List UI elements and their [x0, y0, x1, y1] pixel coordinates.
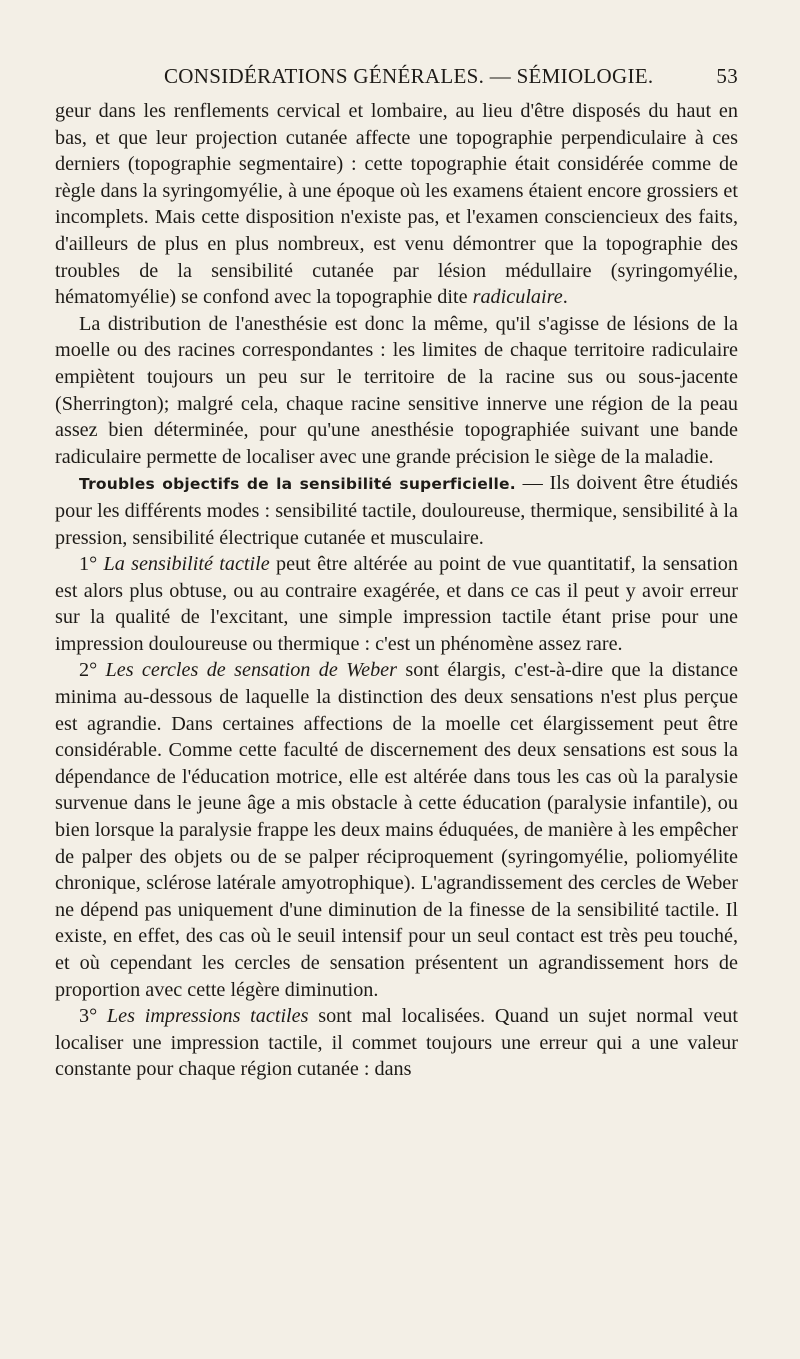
paragraph-objective-troubles	[55, 470, 738, 551]
italic-term: radiculaire	[472, 286, 563, 309]
italic-term: La sensibilité tactile	[103, 553, 270, 576]
punctuation: .	[562, 286, 568, 309]
italic-term: Les cercles de sensation de Weber	[105, 659, 397, 682]
paragraph-weber-circles	[55, 657, 738, 1003]
paragraph-text: peut être altérée au point de vue quantitatif, la sensation est alors plus obtuse, ou au contraire exagérée, et dans ce cas il peut y avoir erreur sur la qualité de l'excitant, une simple impression tactile étant prise pour une impression douloureuse ou thermique : c'est un phénomène assez rare.	[55, 553, 738, 655]
paragraph-text: sont élargis, c'est-à-dire que la distance minima au-dessous de laquelle la distinction des deux sensations n'est plus perçue est agrandie. Dans certaines affections de la moelle cet élargissement peut être considérable. Comme cette faculté de discernement des deux sensations est sous la dépendance de l'éducation motrice, elle est altérée dans tous les cas où la paralysie survenue dans le jeune âge a mis obstacle à cette éducation (paralysie infantile), ou bien lorsque la paralysie frappe les deux mains éduquées, de manière à les empêcher de palper des objets ou de se palper réciproquement (syringomyélie, poliomyélite chronique, sclérose latérale amyotrophique). L'agrandissement des cercles de Weber ne dépend pas uniquement d'une diminution de la finesse de la sensibilité tactile. Il existe, en effet, des cas où le seuil intensif pour un seul contact est très peu touché, et où cependant les cercles de sensation présentent un agrandissement hors de proportion avec cette légère diminution.	[55, 659, 738, 1001]
paragraph-anesthesia-distribution: La distribution de l'anesthésie est donc la même, qu'il s'agisse de lésions de la moelle ou des racines correspondantes : les limites de chaque territoire radiculaire empiètent toujours un peu sur le territoire de la racine sus ou sous-jacente (Sherrington); malgré cela, chaque racine sensitive innerve une région de la peau assez bien déterminée, pour qu'une anesthésie topographiée suivant une bande radiculaire permette de localiser avec une grande précision le siège de la maladie.	[55, 312, 738, 468]
italic-term: Les impressions tactiles	[106, 1005, 309, 1028]
page-number: 53	[716, 64, 738, 88]
body-text	[55, 98, 738, 1083]
paragraph-tactile-impressions	[55, 1003, 738, 1083]
paragraph-tactile-sensibility	[55, 551, 738, 657]
running-header	[55, 64, 738, 98]
item-number: 1°	[79, 553, 104, 576]
paragraph-text: sont mal localisées. Quand un sujet normal veut localiser une impression tactile, il commet toujours une erreur qui a une valeur constante pour chaque région cutanée : dans	[55, 1005, 738, 1081]
item-number: 2°	[79, 659, 106, 682]
paragraph-continuation	[55, 98, 738, 311]
section-heading: Troubles objectifs de la sensibilité superficielle.	[79, 475, 516, 494]
item-number: 3°	[79, 1005, 107, 1028]
paragraph-text: geur dans les renflements cervical et lombaire, au lieu d'être disposés du haut en bas, et que leur projection cutanée affecte une topographie perpendiculaire à ces derniers (topographie segmentaire) : cette topographie était considérée comme de règle dans la syringomyélie, à une époque où les examens étaient encore grossiers et incomplets. Mais cette disposition n'existe pas, et l'examen consciencieux des faits, d'ailleurs de plus en plus nombreux, est venu démontrer que la topographie des troubles de la sensibilité cutanée par lésion médullaire (syringomyélie, hématomyélie) se confond avec la topographie dite	[55, 100, 738, 309]
paragraph-text: — Ils doivent être étudiés pour les différents modes : sensibilité tactile, douloureuse, thermique, sensibilité à la pression, sensibilité électrique cutanée et musculaire.	[55, 472, 738, 549]
running-title: CONSIDÉRATIONS GÉNÉRALES. — SÉMIOLOGIE.	[164, 64, 654, 88]
